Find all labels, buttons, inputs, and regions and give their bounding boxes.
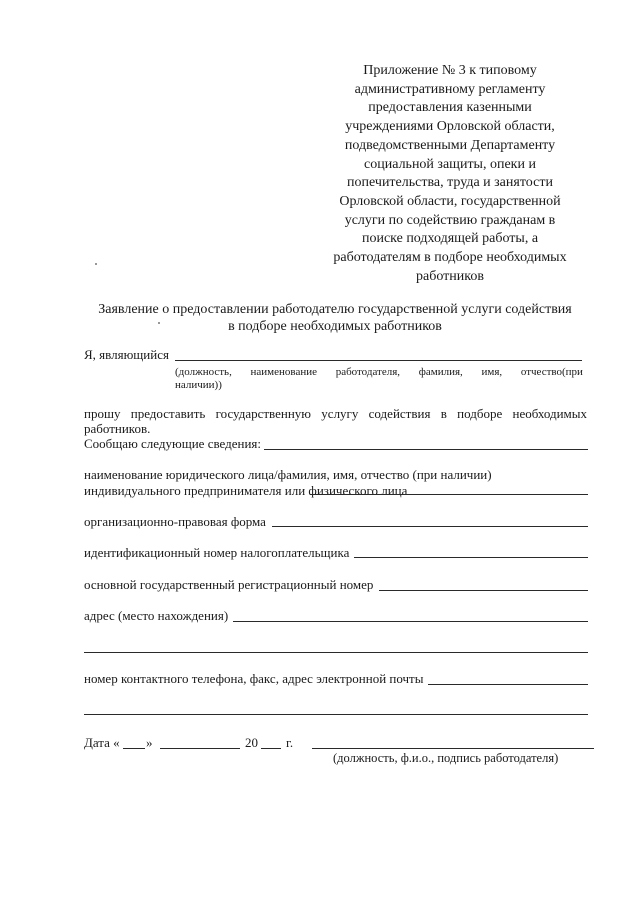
appendix-line: поиске подходящей работы, а xyxy=(361,231,539,247)
scan-speck xyxy=(158,322,160,324)
i-am-field[interactable] xyxy=(175,360,582,361)
appendix-line: работодателям в подборе необходимых xyxy=(333,250,567,266)
request-text-line1: прошу предоставить государственную услугу содействия в подборе необходимых xyxy=(84,406,587,421)
date-label: Дата « xyxy=(84,735,120,750)
entity-name-field[interactable] xyxy=(310,494,588,495)
info-field[interactable] xyxy=(264,449,588,450)
appendix-note xyxy=(300,62,600,286)
signature-hint: (должность, ф.и.о., подпись работодателя) xyxy=(333,751,559,765)
contacts-field[interactable] xyxy=(428,684,588,685)
hint-word: (должность, xyxy=(175,366,232,378)
appendix-line: попечительства, труда и занятости xyxy=(347,175,553,191)
date-year-prefix: 20 xyxy=(245,735,258,750)
request-text-line2: работников. xyxy=(84,421,151,436)
ogrn-field[interactable] xyxy=(379,590,588,591)
title-line: Заявление о предоставлении работодателю государственной услуги содействия xyxy=(98,302,572,317)
contacts-label: номер контактного телефона, факс, адрес электронной почты xyxy=(84,671,424,686)
hint-word: наименование xyxy=(250,366,317,378)
contacts-field-extra[interactable] xyxy=(84,714,588,715)
i-am-hint-line2: наличии)) xyxy=(175,379,222,391)
info-label: Сообщаю следующие сведения: xyxy=(84,436,262,451)
date-year-field[interactable] xyxy=(261,748,281,749)
scan-speck xyxy=(95,263,97,265)
appendix-line: учреждениями Орловской области, xyxy=(345,119,555,135)
date-month-field[interactable] xyxy=(160,748,240,749)
entity-name-label-line2: индивидуального предпринимателя или физического лица xyxy=(84,483,408,498)
address-field-extra[interactable] xyxy=(84,652,588,653)
signature-field[interactable] xyxy=(312,748,594,749)
appendix-line: административному регламенту xyxy=(354,81,546,97)
legal-form-field[interactable] xyxy=(272,526,588,527)
address-label: адрес (место нахождения) xyxy=(84,608,229,623)
title-line: в подборе необходимых работников xyxy=(228,319,442,334)
appendix-line: работников xyxy=(416,268,484,284)
appendix-line: Приложение № 3 к типовому xyxy=(363,63,537,78)
inn-field[interactable] xyxy=(354,557,588,558)
inn-label: идентификационный номер налогоплательщика xyxy=(84,545,350,560)
hint-word: работодателя, xyxy=(335,366,401,378)
ogrn-label: основной государственный регистрационный номер xyxy=(84,577,374,592)
hint-word: отчество(при xyxy=(520,366,583,378)
appendix-line: предоставления казенными xyxy=(368,100,532,116)
appendix-line: Орловской области, государственной xyxy=(339,193,561,209)
i-am-label: Я, являющийся xyxy=(84,347,169,362)
date-quote-close: » xyxy=(146,735,153,750)
legal-form-label: организационно-правовая форма xyxy=(84,514,266,529)
date-year-suffix: г. xyxy=(286,735,294,750)
document-title xyxy=(60,301,610,335)
appendix-line: услуги по содействию гражданам в xyxy=(344,212,556,228)
hint-word: имя, xyxy=(481,366,503,378)
hint-word: фамилия, xyxy=(418,366,463,378)
i-am-hint xyxy=(175,365,583,379)
date-day-field[interactable] xyxy=(123,748,145,749)
address-field[interactable] xyxy=(233,621,588,622)
appendix-line: подведомственными Департаменту xyxy=(344,137,556,153)
entity-name-label-line1: наименование юридического лица/фамилия, имя, отчество (при наличии) xyxy=(84,467,492,482)
appendix-line: социальной защиты, опеки и xyxy=(364,156,536,172)
